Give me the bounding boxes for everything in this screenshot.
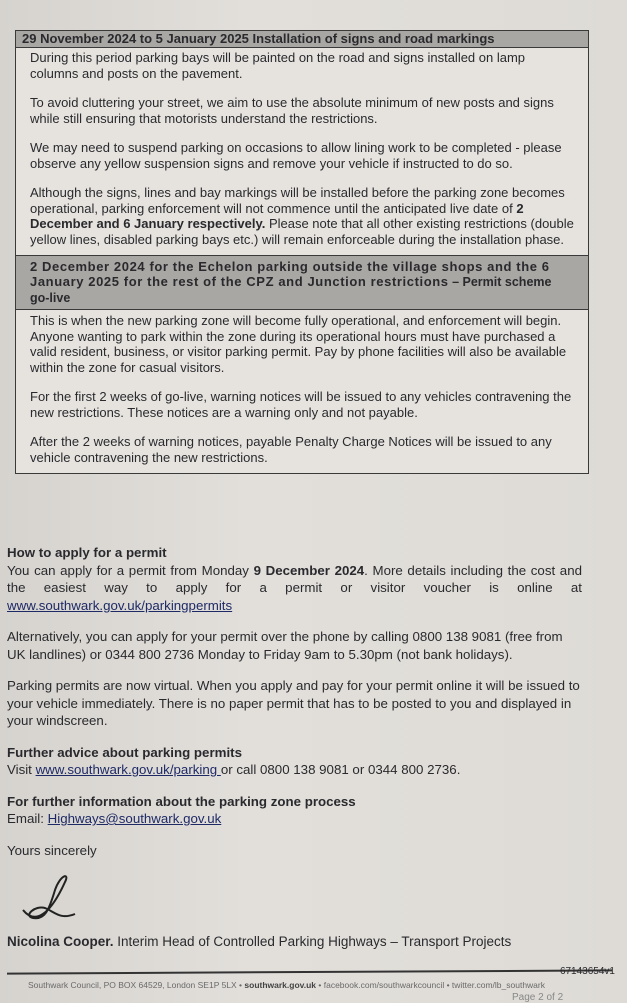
closing: Yours sincerely bbox=[7, 842, 97, 858]
info-heading: For further information about the parking zone process bbox=[7, 793, 356, 809]
email-link[interactable]: Highways@southwark.gov.uk bbox=[47, 811, 222, 826]
signature bbox=[15, 870, 85, 930]
live-dates: 2 December and 6 January respectively. bbox=[30, 200, 524, 231]
parking-link[interactable]: www.southwark.gov.uk/parking bbox=[35, 762, 221, 777]
text: or call 0800 138 9081 or 0344 800 2736. bbox=[220, 762, 461, 777]
footer-divider bbox=[7, 969, 612, 974]
schedule-table bbox=[15, 30, 589, 474]
paragraph: For the first 2 weeks of go-live, warning notices will be issued to any vehicles contravening the new restrictions. These notices are a warning only and not payable. bbox=[30, 389, 572, 420]
signatory-title: Interim Head of Controlled Parking Highways – Transport Projects bbox=[113, 934, 512, 949]
page-number: Page 2 of 2 bbox=[512, 992, 564, 1003]
footer-contact bbox=[28, 980, 545, 990]
section-installation bbox=[16, 48, 588, 255]
social-links: • facebook.com/southwarkcouncil • twitter.com/lb_southwark bbox=[316, 980, 545, 990]
paragraph-enforcement bbox=[30, 185, 574, 247]
parking-permits-link[interactable]: www.southwark.gov.uk/parkingpermits bbox=[7, 597, 233, 613]
signatory bbox=[7, 934, 511, 949]
email-line bbox=[7, 810, 582, 828]
email-label: Email: bbox=[7, 811, 48, 826]
paragraph: During this period parking bays will be painted on the road and signs installed on lamp columns and posts on the pavement. bbox=[30, 50, 526, 81]
section-heading-installation: 29 November 2024 to 5 January 2025 Installation of signs and road markings bbox=[16, 31, 588, 48]
advice-heading: Further advice about parking permits bbox=[7, 744, 242, 760]
document-reference: 67143654v1 bbox=[559, 966, 615, 977]
signatory-name: Nicolina Cooper. bbox=[7, 934, 114, 949]
paragraph: To avoid cluttering your street, we aim to use the absolute minimum of new posts and signs while still ensuring that motorists understand the restrictions. bbox=[30, 95, 554, 126]
paragraph: This is when the new parking zone will become fully operational, and enforcement will begin. Anyone wanting to park within the zone during its operational hours must have purchased a valid resident, business, or visitor parking permit. Pay by phone facilities will also be available within the zone for casual visitors. bbox=[30, 313, 567, 375]
phone-paragraph: Alternatively, you can apply for your permit over the phone by calling 0800 138 9081 (free from UK landlines) or 0344 800 2736 Monday to Friday 9am to 5.30pm (not bank holidays). bbox=[7, 629, 563, 662]
website: southwark.gov.uk bbox=[244, 980, 317, 990]
permit-info bbox=[7, 544, 582, 873]
apply-date: 9 December 2024 bbox=[253, 562, 365, 578]
paragraph: We may need to suspend parking on occasions to allow lining work to be completed - please observe any yellow suspension signs and remove your vehicle if instructed to do so. bbox=[30, 140, 562, 171]
address: Southwark Council, PO BOX 64529, London SE1P 5LX • bbox=[28, 980, 245, 990]
apply-heading: How to apply for a permit bbox=[7, 545, 167, 560]
section-go-live bbox=[16, 310, 588, 473]
text: Please note that all other existing restrictions (double yellow lines, disabled parking bays etc.) will remain enforceable during the installation phase. bbox=[30, 216, 574, 247]
text: Visit bbox=[7, 762, 36, 777]
virtual-permit-paragraph: Parking permits are now virtual. When you apply and pay for your permit online it will be issued to your vehicle immediately. There is no paper permit that has to be posted to you and displayed in your windscreen. bbox=[7, 678, 580, 728]
section-heading-go-live bbox=[16, 255, 588, 310]
apply-paragraph bbox=[7, 562, 582, 615]
paragraph: After the 2 weeks of warning notices, payable Penalty Charge Notices will be issued to any vehicle contravening the new restrictions. bbox=[30, 434, 552, 465]
text: Although the signs, lines and bay markings will be installed before the parking zone becomes operational, parking enforcement will not commence until the anticipated live date of bbox=[30, 185, 565, 216]
heading-text: 2 December 2024 for the Echelon parking outside the village shops and the 6 January 2025 for the rest of the CPZ and Junction restrictions bbox=[30, 259, 550, 289]
text: . More details including the cost and the easiest way to apply for a permit or visitor voucher is online at bbox=[7, 562, 582, 595]
advice-paragraph bbox=[7, 761, 582, 779]
heading-tail: – Permit scheme go-live bbox=[30, 275, 552, 305]
text: You can apply for a permit from Monday bbox=[7, 562, 254, 578]
